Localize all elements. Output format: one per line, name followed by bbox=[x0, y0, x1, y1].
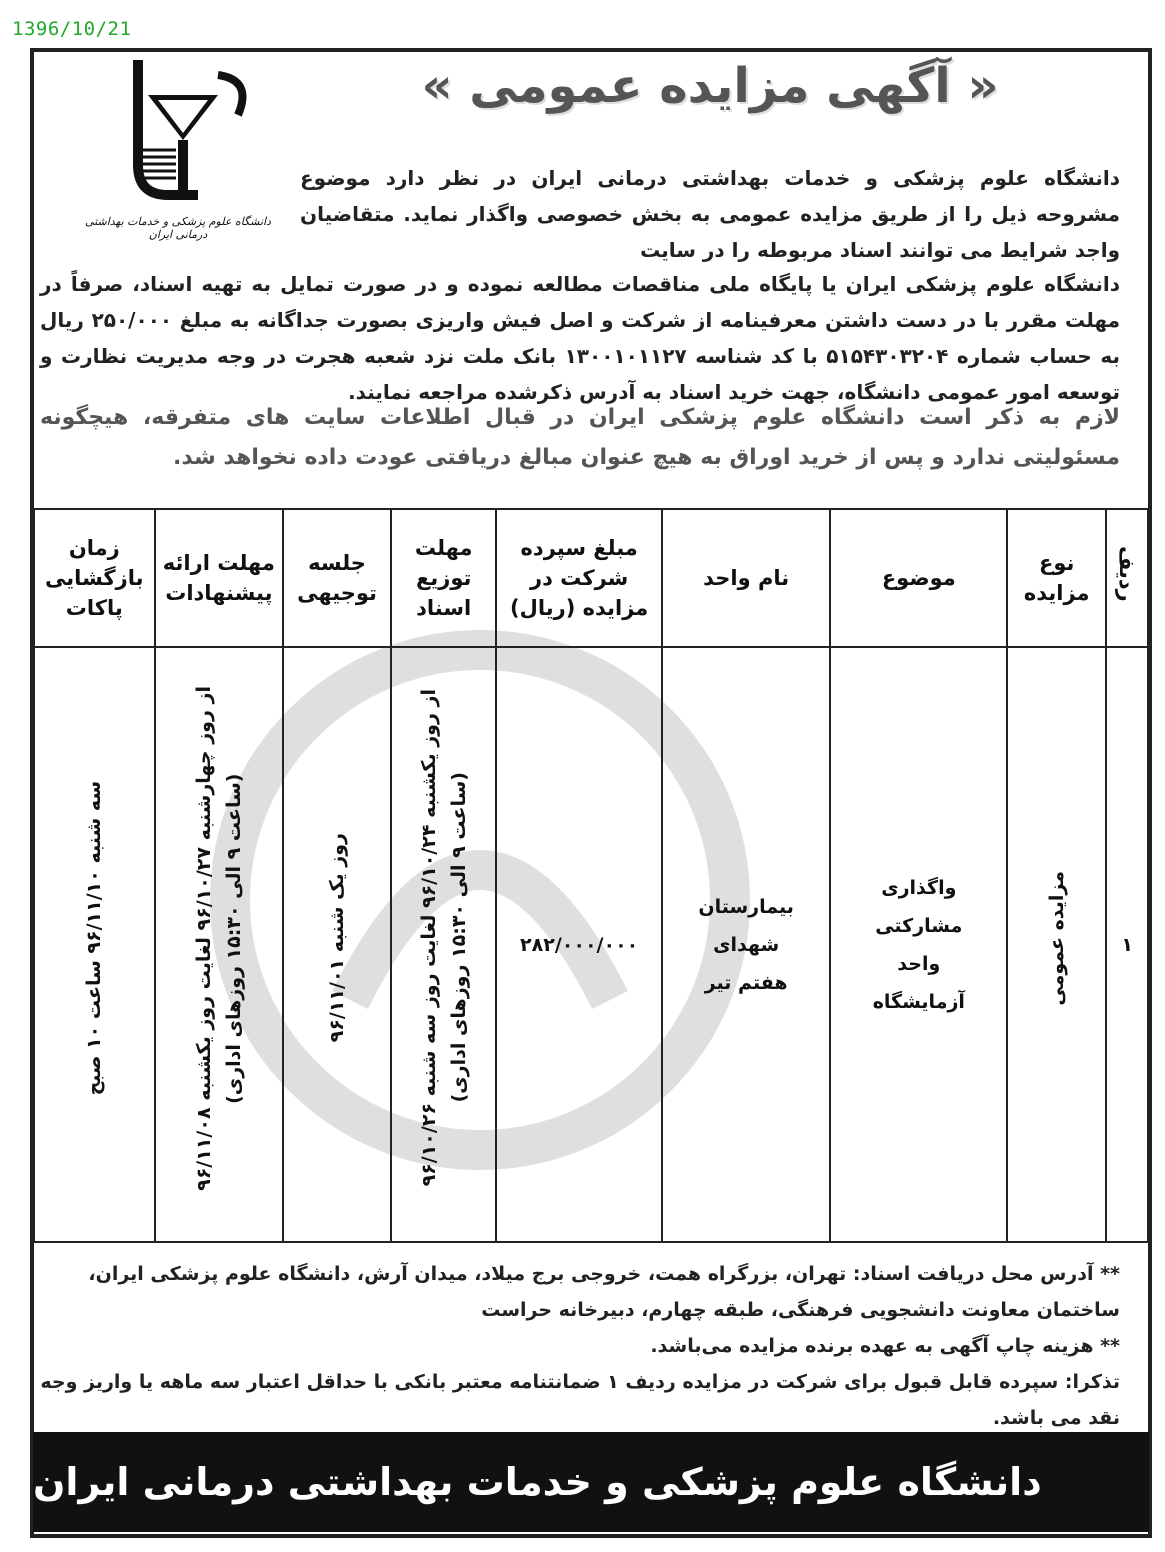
footer-address: ** آدرس محل دریافت اسناد: تهران، بزرگراه همت، خروجی برج میلاد، میدان آرش، دانشگاه علوم پزشکی ایران، ساختمان معاونت دانشجویی فرهنگی، طبقه چهارم، دبیرخانه حراست bbox=[88, 1263, 1120, 1321]
proposal-deadline-hours: (ساعت ۹ الی ۱۵:۳۰ روزهای اداری) bbox=[222, 772, 245, 1104]
header-doc-deadline: مهلت توزیع اسناد bbox=[391, 509, 497, 647]
footer-notes bbox=[40, 1256, 1120, 1436]
header-subject: موضوع bbox=[830, 509, 1007, 647]
intro-paragraph-1: دانشگاه علوم پزشکی و خدمات بهداشتی درمانی ایران در نظر دارد موضوع مشروحه ذیل را از طریق مزایده عمومی به بخش خصوصی واگذار نماید. متقاضیان واجد شرایط می توانند اسناد مربوطه را در سایت bbox=[300, 166, 1120, 262]
cell-deposit: ۲۸۲/۰۰۰/۰۰۰ bbox=[496, 647, 661, 1242]
date-stamp: 1396/10/21 bbox=[12, 18, 132, 40]
bottom-banner-text: دانشگاه علوم پزشکی و خدمات بهداشتی درمانی ایران bbox=[33, 1460, 1042, 1504]
cell-opening: سه شنبه ۹۶/۱۱/۱۰ ساعت ۱۰ صبح bbox=[34, 647, 155, 1242]
header-briefing: جلسه توجیهی bbox=[283, 509, 391, 647]
cell-briefing: روز یک شنبه ۹۶/۱۱/۰۱ bbox=[283, 647, 391, 1242]
disclaimer-note: لازم به ذکر است دانشگاه علوم پزشکی ایران در قبال اطلاعات سایت های متفرقه، هیچگونه مسئولیتی ندارد و پس از خرید اوراق به هیچ عنوان مبالغ دریافتی عودت داده نخواهد شد. bbox=[40, 405, 1120, 470]
bottom-banner bbox=[33, 1432, 1149, 1532]
header-row-number: ردیف bbox=[1106, 509, 1148, 647]
university-emblem-icon bbox=[78, 55, 278, 205]
header-deposit: مبلغ سپرده شرکت در مزایده (ریال) bbox=[496, 509, 661, 647]
table-header-row bbox=[34, 509, 1148, 647]
cell-proposal-deadline bbox=[155, 647, 284, 1242]
footer-cost: ** هزینه چاپ آگهی به عهده برنده مزایده می‌باشد. bbox=[650, 1335, 1120, 1357]
doc-deadline-range: از روز یکشنبه ۹۶/۱۰/۲۴ لغایت روز سه شنبه ۹۶/۱۰/۲۶ bbox=[417, 689, 440, 1187]
cell-type: مزایده عمومی bbox=[1007, 647, 1106, 1242]
cell-doc-deadline bbox=[391, 647, 497, 1242]
cell-row-number: ۱ bbox=[1106, 647, 1148, 1242]
intro-paragraph-2: دانشگاه علوم پزشکی ایران یا پایگاه ملی مناقصات مطالعه نموده و در صورت تمایل به تهیه اسناد، صرفاً در مهلت مقرر با در دست داشتن معرفینامه از شرکت و اصل فیش واریزی بصورت جداگانه به مبلغ ۲۵۰/۰۰۰ ریال به حساب شماره ۵۱۵۴۳۰۳۲۰۴ با کد شناسه ۱۳۰۰۱۰۱۱۲۷ بانک ملت نزد شعبه هجرت در وجه مدیریت نظارت و توسعه امور عمومی دانشگاه، جهت خرید اسناد به آدرس ذکرشده مراجعه نمایند. bbox=[40, 272, 1120, 404]
footer-reminder: تذکرا: سپرده قابل قبول برای شرکت در مزایده ردیف ۱ ضمانتنامه معتبر بانکی با حداقل اعتبار سه ماهه یا واریز وجه نقد می باشد. bbox=[40, 1371, 1120, 1429]
doc-deadline-hours: (ساعت ۹ الی ۱۵:۳۰ روزهای اداری) bbox=[447, 772, 470, 1104]
header-opening: زمان بازگشایی پاکات bbox=[34, 509, 155, 647]
header-proposal-deadline: مهلت ارائه پیشنهادات bbox=[155, 509, 284, 647]
header-type: نوع مزایده bbox=[1007, 509, 1106, 647]
cell-unit: بیمارستان شهدای هفتم تیر bbox=[662, 647, 831, 1242]
cell-subject: واگذاری مشارکتی واحد آزمایشگاه bbox=[830, 647, 1007, 1242]
university-logo bbox=[78, 55, 278, 245]
table-row bbox=[34, 647, 1148, 1242]
logo-caption: دانشگاه علوم پزشکی و خدمات بهداشتی درمانی ایران bbox=[85, 215, 271, 241]
auction-table bbox=[33, 508, 1149, 1243]
page-title: « آگهی مزایده عمومی » bbox=[421, 58, 999, 114]
header-unit: نام واحد bbox=[662, 509, 831, 647]
proposal-deadline-range: از روز چهارشنبه ۹۶/۱۰/۲۷ لغایت روز یکشنبه ۹۶/۱۱/۰۸ bbox=[192, 685, 215, 1191]
